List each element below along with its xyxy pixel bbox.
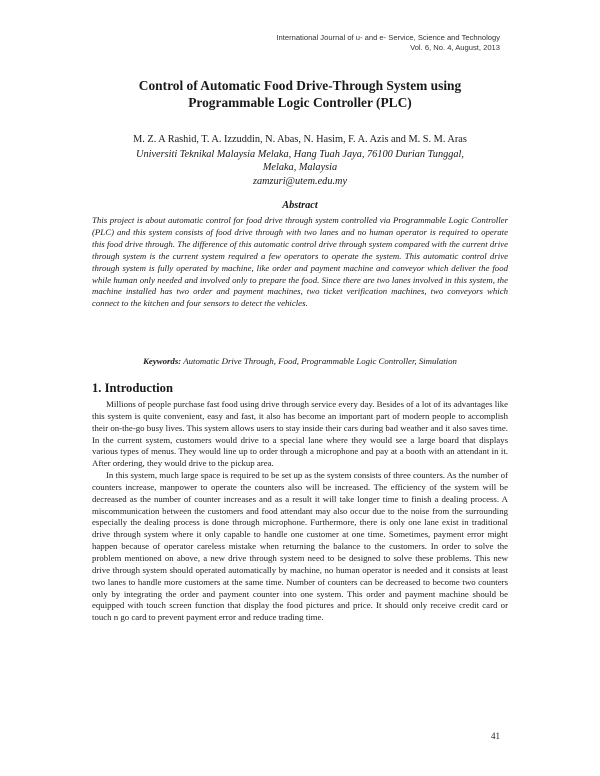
keywords <box>92 355 508 367</box>
abstract-heading: Abstract <box>282 200 318 211</box>
keywords-text: Automatic Drive Through, Food, Programmable Logic Controller, Simulation <box>183 356 457 366</box>
affiliation <box>100 148 500 188</box>
keywords-label: Keywords: <box>143 356 182 366</box>
running-header <box>276 33 500 53</box>
title-line-2: Programmable Logic Controller (PLC) <box>188 94 412 110</box>
journal-volume: Vol. 6, No. 4, August, 2013 <box>410 43 500 52</box>
affiliation-line-2: Melaka, Malaysia <box>262 162 338 174</box>
author-list: M. Z. A Rashid, T. A. Izzuddin, N. Abas, N. Hasim, F. A. Azis and M. S. M. Aras <box>133 134 467 145</box>
section-heading-introduction: 1. Introduction <box>92 381 173 395</box>
page-number: 41 <box>491 731 500 741</box>
introduction-body <box>92 399 508 624</box>
journal-name: International Journal of u- and e- Service, Science and Technology <box>276 33 500 42</box>
affiliation-line-1: Universiti Teknikal Malaysia Melaka, Hang Tuah Jaya, 76100 Durian Tunggal, <box>136 149 464 160</box>
paper-title <box>100 78 500 111</box>
title-line-1: Control of Automatic Food Drive-Through System using <box>138 78 462 93</box>
paragraph: Millions of people purchase fast food using drive through service every day. Besides of a lot of its advantages like this system is quite convenient, easy and fast, it also has become an important part of modern people to accomplish their on-the-go busy lives. This system allows users to stay inside their cars during bad weather and it also saves time. In the current system, customers would drive to a special lane where they would see a large board that displays various types of menus. They would line up to order through a microphone and pay at a booth with an attendant in it. After ordering, they would drive to the pickup area. <box>92 399 508 469</box>
paragraph: In this system, much large space is required to be set up as the system consists of three counters. As the number of counters increase, manpower to operate the counters also will be increased. The efficiency of the system will be decreased as the number of counter increases and as a result it will take longer time to finish a dealing process. A miscommunication between the customers and food attendant may also occur due to the noise from the surrounding especially the dealing process is done through microphone. Furthermore, there is only one lane exist in traditional drive through system where it only capable to handle one customer at one time. Sometimes, payment error might happen because of operator careless mistake when returning the balance to the customers. In order to solve the problem mentioned on above, a new drive through system need to be designed to solve these problems. This new drive through system should operated automatically by machine, no human operator is needed and it consists at least two lanes to handle more customers at the same time. Number of counters can be decreased to become two counters only by integrating the order and payment counter into one system. This order and payment machine should be equipped with touch screen function that display the food pictures and price. It should only receive credit card or touch n go card to prevent payment error and reduce trading time. <box>92 470 508 623</box>
abstract-text: This project is about automatic control for food drive through system controlled via Programmable Logic Controller (PLC) and this system consists of food drive through with two lanes and no human operator is required to operate this food drive through. The difference of this automatic control drive through system compared with the current drive through system is the current system required a few operators to operate the system. This automatic control drive through system is fully operated by machine, like order and payment machine and conveyor which deliver the food while human only needed and involved only to prepare the food. Since there are two lanes involved in this system, the machine installed has two order and payment machines, two ticket verification machines, two conveyors which connect to the kitchen and four sensors to detect the vehicles. <box>92 215 508 309</box>
author-email: zamzuri@utem.edu.my <box>252 175 348 187</box>
